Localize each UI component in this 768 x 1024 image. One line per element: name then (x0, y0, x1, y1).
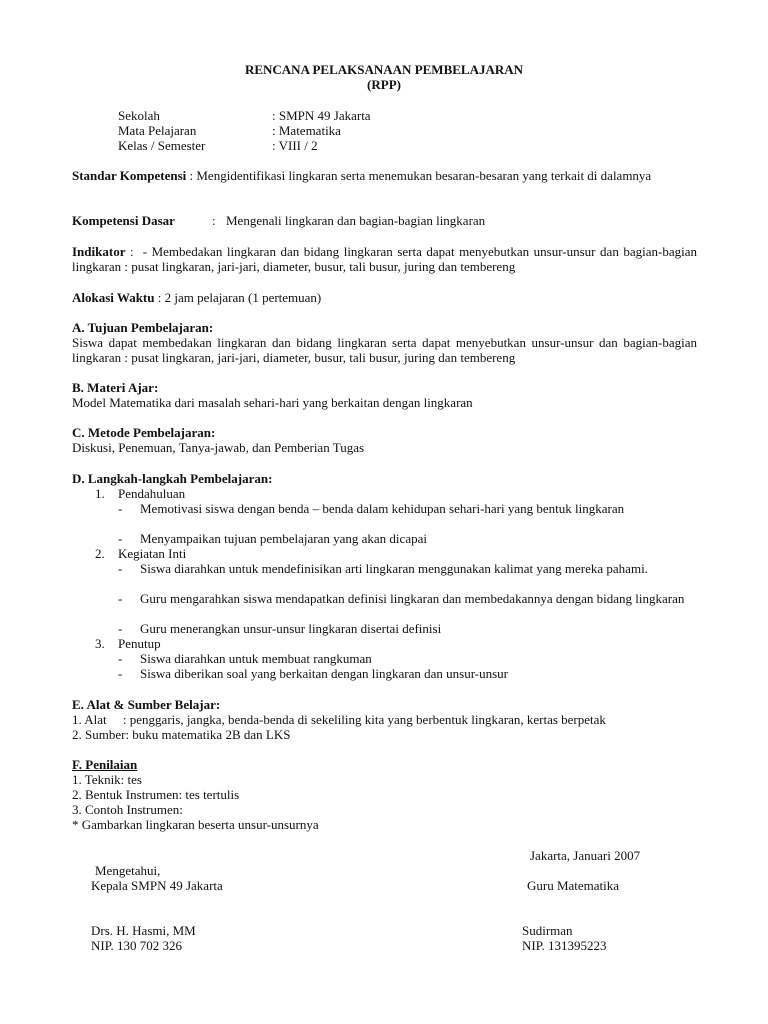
step-2-item-3-bullet: - (118, 621, 123, 636)
step-1-item-2-bullet: - (118, 531, 123, 546)
section-a-text: Siswa dapat membedakan lingkaran dan bidang lingkaran serta dapat menyebutkan unsur-unsur dan bagian-bagian lingkaran : pusat lingkaran, jari-jari, diameter, busur, tali busur, juring dan tembereng (72, 335, 697, 365)
step-1-title: Pendahuluan (118, 486, 186, 501)
step-1-item-1-bullet: - (118, 501, 123, 516)
section-f-heading: F. Penilaian (72, 757, 138, 772)
identity-value-kelas: : VIII / 2 (272, 138, 318, 153)
place-date: Jakarta, Januari 2007 (530, 848, 641, 863)
step-2-item-2: Guru mengarahkan siswa mendapatkan definisi lingkaran dan membedakannya dengan bidang lingkaran (140, 591, 685, 606)
section-a-heading: A. Tujuan Pembelajaran: (72, 320, 214, 335)
section-f-line-2: 2. Bentuk Instrumen: tes tertulis (72, 787, 240, 802)
section-c-text: Diskusi, Penemuan, Tanya-jawab, dan Pemberian Tugas (72, 440, 365, 455)
step-3-item-1: Siswa diarahkan untuk membuat rangkuman (140, 651, 372, 666)
step-2-number: 2. (95, 546, 105, 561)
standar-kompetensi-sep: : (186, 168, 197, 183)
indikator (72, 244, 697, 274)
step-1-item-2: Menyampaikan tujuan pembelajaran yang akan dicapai (140, 531, 427, 546)
step-3-item-2: Siswa diberikan soal yang berkaitan dengan lingkaran dan unsur-unsur (140, 666, 508, 681)
identity-label-mapel: Mata Pelajaran (118, 123, 197, 138)
identity-value-sekolah: : SMPN 49 Jakarta (272, 108, 371, 123)
indikator-sep: : - (125, 244, 152, 259)
section-f-line-1: 1. Teknik: tes (72, 772, 142, 787)
identity-value-mapel: : Matematika (272, 123, 341, 138)
indikator-label: Indikator (72, 244, 126, 259)
right-sign-role: Guru Matematika (527, 878, 620, 893)
standar-kompetensi-text: Mengidentifikasi lingkaran serta menemukan besaran-besaran yang terkait di dalamnya (196, 168, 652, 183)
step-3-item-1-bullet: - (118, 651, 123, 666)
step-1-item-1: Memotivasi siswa dengan benda – benda dalam kehidupan sehari-hari yang bentuk lingkaran (140, 501, 625, 516)
alokasi-waktu-label: Alokasi Waktu (72, 290, 155, 305)
section-e-line-2: 2. Sumber: buku matematika 2B dan LKS (72, 727, 291, 742)
section-f-line-3: 3. Contoh Instrumen: (72, 802, 183, 817)
alokasi-waktu (72, 290, 321, 305)
step-2-item-2-bullet: - (118, 591, 123, 606)
section-f-line-4: * Gambarkan lingkaran beserta unsur-unsurnya (72, 817, 319, 832)
kompetensi-dasar-text: Mengenali lingkaran dan bagian-bagian lingkaran (226, 213, 486, 228)
right-sign-nip: NIP. 131395223 (522, 938, 607, 953)
left-sign-name: Drs. H. Hasmi, MM (91, 923, 196, 938)
section-b-heading: B. Materi Ajar: (72, 380, 159, 395)
section-b-text: Model Matematika dari masalah sehari-hari yang berkaitan dengan lingkaran (72, 395, 473, 410)
indikator-text: Membedakan lingkaran dan bidang lingkaran serta dapat menyebutkan unsur-unsur dan bagian-bagian lingkaran : pusat lingkaran, jari-jari, diameter, busur, tali busur, juring dan tembereng (72, 244, 697, 274)
left-sign-nip: NIP. 130 702 326 (91, 938, 183, 953)
step-3-item-2-bullet: - (118, 666, 123, 681)
step-2-item-1-bullet: - (118, 561, 123, 576)
document-subtitle: (RPP) (367, 77, 401, 92)
section-c-heading: C. Metode Pembelajaran: (72, 425, 216, 440)
standar-kompetensi (72, 168, 697, 183)
alokasi-waktu-text: : 2 jam pelajaran (1 pertemuan) (154, 290, 322, 305)
identity-label-kelas: Kelas / Semester (118, 138, 206, 153)
step-3-number: 3. (95, 636, 105, 651)
left-sign-mengetahui: Mengetahui, (95, 863, 161, 878)
section-d-heading: D. Langkah-langkah Pembelajaran: (72, 471, 273, 486)
step-2-item-1: Siswa diarahkan untuk mendefinisikan arti lingkaran menggunakan kalimat yang mereka pahami. (140, 561, 648, 576)
right-sign-name: Sudirman (522, 923, 573, 938)
document-title: RENCANA PELAKSANAAN PEMBELAJARAN (244, 62, 524, 77)
step-2-item-3: Guru menerangkan unsur-unsur lingkaran disertai definisi (140, 621, 442, 636)
step-1-number: 1. (95, 486, 105, 501)
step-3-title: Penutup (118, 636, 161, 651)
identity-label-sekolah: Sekolah (118, 108, 160, 123)
kompetensi-dasar-sep: : (212, 213, 216, 228)
standar-kompetensi-label: Standar Kompetensi (72, 168, 187, 183)
step-2-title: Kegiatan Inti (118, 546, 187, 561)
left-sign-role: Kepala SMPN 49 Jakarta (91, 878, 223, 893)
kompetensi-dasar-label: Kompetensi Dasar (72, 213, 175, 228)
section-e-line-1: 1. Alat : penggaris, jangka, benda-benda di sekeliling kita yang berbentuk lingkaran, kertas berpetak (72, 712, 606, 727)
section-e-heading: E. Alat & Sumber Belajar: (72, 697, 221, 712)
